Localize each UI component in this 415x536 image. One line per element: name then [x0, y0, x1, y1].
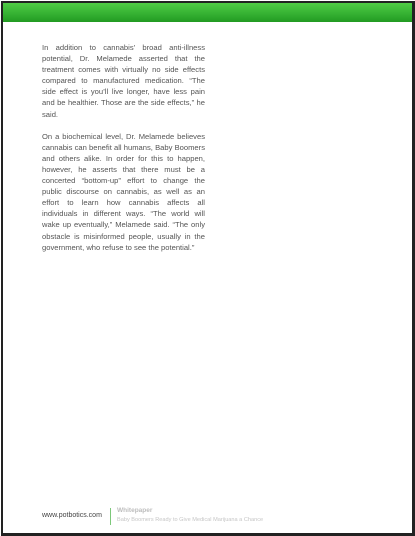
footer-document-type: Whitepaper	[117, 507, 153, 514]
article-body	[42, 42, 205, 264]
paragraph-side-effects: In addition to cannabis’ broad anti-illness potential, Dr. Melamede asserted that the treatment comes with virtually no side effects compared to manufactured medication. “The side effect is you’ll live longer, have less pain and be healthier. Those are the side effects,” he said.	[42, 43, 205, 119]
footer-website-link[interactable]: www.potbotics.com	[42, 512, 102, 519]
paragraph-biochemical: On a biochemical level, Dr. Melamede believes cannabis can benefit all humans, Baby Boomers and others alike. In order for this to happen, however, he asserts that there must be a concerted “bottom-up” effort to change the public discourse on cannabis, as well as an effort to learn how cannabis affects all individuals in different ways. “The world will wake up eventually,” Melamede said. “The only obstacle is misinformed people, usually in the government, who refuse to see the potential.”	[42, 131, 205, 252]
page-footer	[42, 506, 402, 526]
footer-divider	[110, 508, 111, 525]
header-green-band	[3, 3, 412, 22]
footer-document-title: Baby Boomers Ready to Give Medical Marijuana a Chance	[117, 517, 264, 523]
document-page	[1, 1, 415, 536]
